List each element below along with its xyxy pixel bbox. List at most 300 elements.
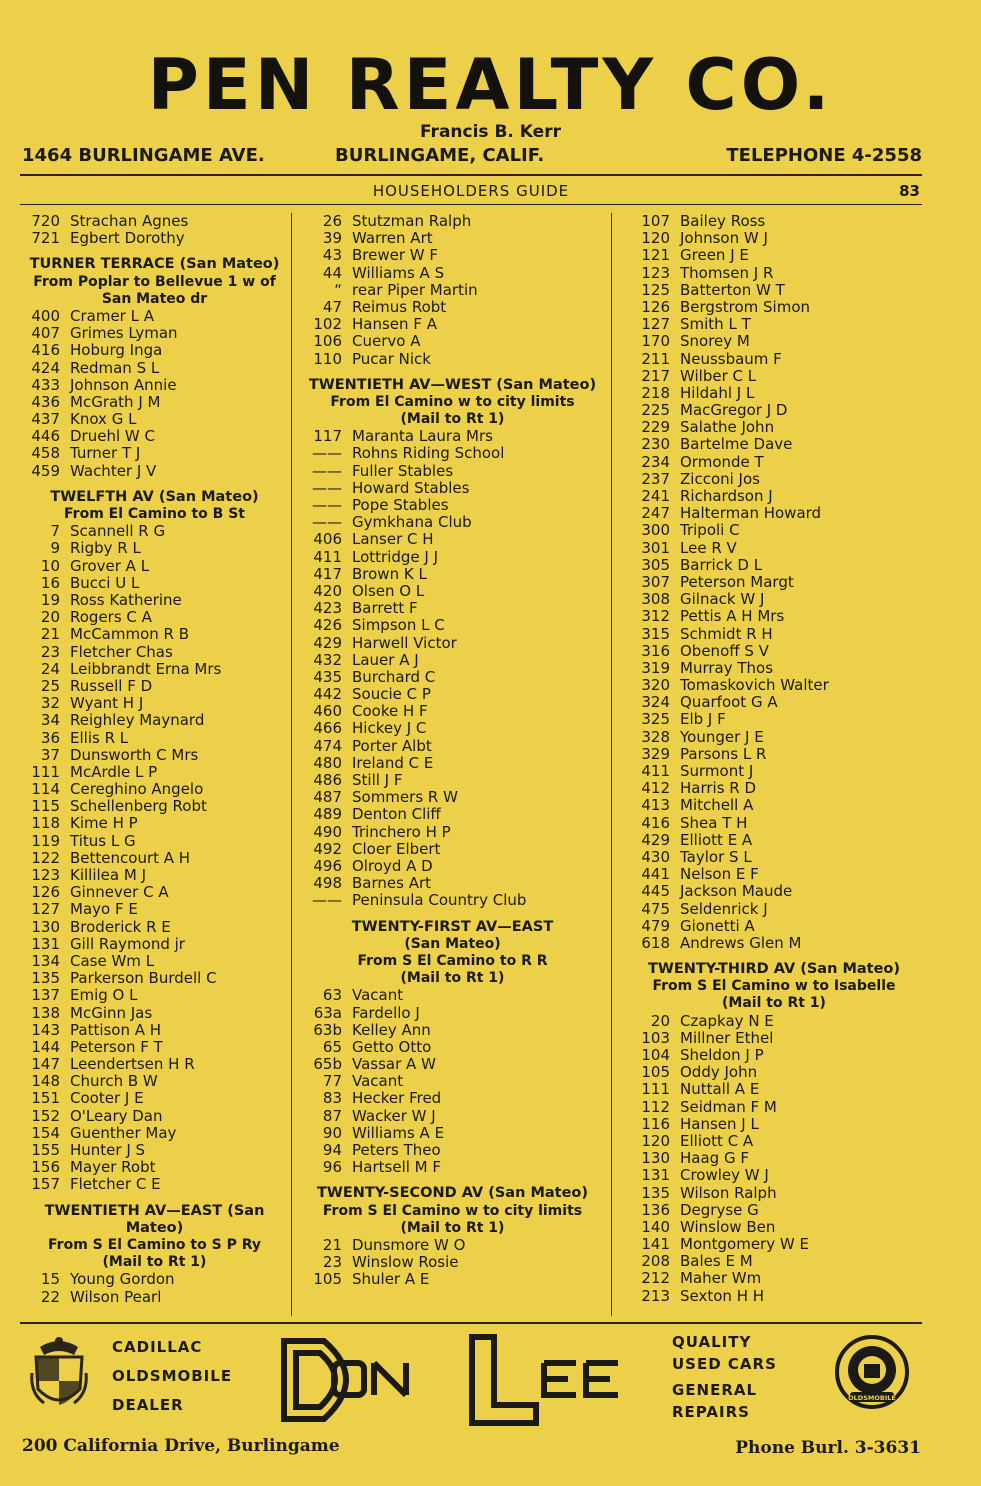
street-heading: TURNER TERRACE (San Mateo) [29, 256, 280, 273]
householder-name: Degryse G [680, 1201, 759, 1219]
householder-row [300, 738, 605, 755]
householder-row [628, 883, 920, 900]
house-number: 156 [31, 1159, 60, 1177]
dealer-line: OLDSMOBILE [112, 1367, 233, 1385]
householder-name: Rigby R L [70, 540, 141, 558]
house-number: 16 [40, 574, 60, 592]
householder-name: Jackson Maude [680, 883, 793, 901]
householder-name: Turner T J [70, 445, 141, 463]
house-number: 112 [641, 1098, 670, 1116]
householder-name: Nuttall A E [680, 1081, 760, 1099]
householder-name: Bettencourt A H [70, 849, 191, 867]
householder-name: Bales E M [680, 1253, 753, 1271]
householder-name: Schellenberg Robt [70, 798, 207, 816]
householder-name: Cloer Elbert [352, 840, 441, 858]
house-number: 63 [322, 987, 342, 1005]
householder-row [628, 901, 920, 918]
house-number: 411 [641, 763, 670, 780]
street-subheading: San Mateo dr [101, 290, 208, 307]
house-number: 721 [31, 230, 60, 248]
house-number: 130 [641, 1150, 670, 1168]
householder-name: Andrews Glen M [680, 934, 802, 952]
house-number: 474 [313, 737, 342, 755]
householder-name: Druehl W C [70, 428, 155, 446]
householder-name: Lottridge J J [352, 548, 439, 566]
householder-row [22, 325, 287, 342]
street-heading: TWENTY-THIRD AV (San Mateo) [647, 961, 901, 978]
house-number: 111 [641, 1081, 670, 1099]
house-number: 127 [31, 901, 60, 919]
logo-text: DON LEE [436, 1383, 481, 1394]
householder-row [628, 1219, 920, 1236]
house-number: 459 [31, 462, 60, 480]
house-number: 65 [322, 1038, 342, 1056]
householder-row [22, 884, 287, 901]
house-number: 23 [322, 1254, 342, 1272]
householder-name: Shea T H [680, 814, 748, 832]
householder-name: Fletcher Chas [70, 643, 173, 661]
householder-row [628, 608, 920, 625]
householder-name: Lee R V [680, 539, 737, 557]
householder-name: Maranta Laura Mrs [352, 428, 493, 446]
householder-row [22, 919, 287, 936]
householder-row [22, 213, 287, 230]
oldsmobile-emblem-icon [834, 1334, 910, 1410]
householder-row [22, 936, 287, 953]
householder-name: Reimus Robt [352, 298, 447, 316]
householder-name: Burchard C [352, 668, 436, 686]
householder-row [300, 247, 605, 264]
header-address-row [22, 145, 922, 171]
householder-name: Cramer L A [70, 307, 154, 325]
householder-row [300, 1073, 605, 1090]
house-number: 10 [40, 557, 60, 575]
householder-row [300, 1056, 605, 1073]
householder-name: Tomaskovich Walter [680, 677, 829, 695]
householder-name: Cuervo A [352, 333, 421, 351]
house-number: 417 [313, 565, 342, 583]
householder-row [22, 678, 287, 695]
house-number: 312 [641, 608, 670, 626]
householder-name: Vacant [352, 1073, 404, 1091]
house-number: —— [312, 479, 342, 497]
householder-name: Hunter J S [70, 1142, 146, 1160]
house-number: 118 [31, 815, 60, 833]
householder-row [22, 1289, 287, 1306]
page-number: 83 [899, 182, 920, 200]
householder-row [22, 1142, 287, 1159]
householder-row [300, 669, 605, 686]
householder-row [628, 694, 920, 711]
householder-name: Peters Theo [352, 1142, 441, 1160]
house-number: 157 [31, 1176, 60, 1194]
householder-row [628, 660, 920, 677]
householder-row [300, 428, 605, 445]
house-number: 426 [313, 617, 342, 635]
householder-row [628, 1081, 920, 1098]
householder-name: Maher Wm [680, 1270, 762, 1288]
house-number: —— [312, 462, 342, 480]
house-number: 208 [641, 1253, 670, 1271]
householder-row [628, 522, 920, 539]
householder-row [22, 644, 287, 661]
house-number: 39 [322, 230, 342, 248]
householder-row [628, 746, 920, 763]
house-number: 429 [641, 831, 670, 849]
householder-row [300, 1125, 605, 1142]
house-number: 301 [641, 539, 670, 557]
householder-name: Millner Ethel [680, 1029, 774, 1047]
house-number: 7 [50, 523, 60, 541]
house-number: 437 [31, 411, 60, 429]
householder-name: Gilnack W J [680, 591, 765, 609]
house-number: 225 [641, 402, 670, 420]
house-number: 151 [31, 1090, 60, 1108]
householder-row [300, 789, 605, 806]
house-number: 416 [31, 342, 60, 360]
house-number: 131 [31, 935, 60, 953]
house-number: 412 [641, 780, 670, 798]
house-number: 115 [31, 798, 60, 816]
house-number: 105 [313, 1271, 342, 1289]
householder-row [22, 1159, 287, 1176]
householder-name: Pettis A H Mrs [680, 608, 785, 626]
householder-name: Scannell R G [70, 523, 166, 541]
householder-name: Shuler A E [352, 1271, 430, 1289]
house-number: 123 [31, 867, 60, 885]
house-number: 307 [641, 573, 670, 591]
householder-row [628, 316, 920, 333]
column-divider [291, 213, 292, 1316]
householder-name: Young Gordon [70, 1271, 175, 1289]
guide-bar [20, 182, 922, 202]
householder-name: Johnson Annie [70, 376, 177, 394]
householder-row [300, 858, 605, 875]
householder-name: Parkerson Burdell C [70, 970, 217, 988]
street-subheading: From S El Camino to S P Ry [48, 1236, 261, 1253]
householder-name: Mayo F E [70, 901, 138, 919]
house-number: 104 [641, 1047, 670, 1065]
householder-name: Sommers R W [352, 789, 458, 807]
householder-row [22, 730, 287, 747]
house-number: —— [312, 514, 342, 532]
householder-name: Wachter J V [70, 462, 157, 480]
householder-name: McGinn Jas [70, 1004, 153, 1022]
house-number: 424 [31, 359, 60, 377]
house-number: 83 [322, 1090, 342, 1108]
householder-row [300, 463, 605, 480]
householder-name: Dunsworth C Mrs [70, 746, 199, 764]
householder-row [22, 970, 287, 987]
house-number: 140 [641, 1218, 670, 1236]
house-number: 319 [641, 659, 670, 677]
householder-name: Elliott E A [680, 831, 753, 849]
householder-name: Winslow Ben [680, 1218, 776, 1236]
footer-rule [20, 1322, 922, 1324]
house-number: 96 [322, 1159, 342, 1177]
householder-name: Bergstrom Simon [680, 298, 811, 316]
householder-row [300, 497, 605, 514]
householder-row [628, 1133, 920, 1150]
house-number: 400 [31, 307, 60, 325]
householder-row [628, 1270, 920, 1287]
house-number: 111 [31, 763, 60, 781]
householder-row [628, 299, 920, 316]
street-subheading: From S El Camino to R R [357, 952, 548, 969]
householder-name: Pope Stables [352, 497, 449, 515]
householder-row [22, 411, 287, 428]
householder-row [628, 230, 920, 247]
householder-row [300, 600, 605, 617]
householder-row [628, 1167, 920, 1184]
house-number: 24 [40, 660, 60, 678]
householder-name: Crowley W J [680, 1167, 769, 1185]
street-heading: TWENTIETH AV—WEST (San Mateo) [308, 376, 597, 393]
householder-row [22, 850, 287, 867]
householder-name: Rogers C A [70, 609, 152, 627]
householder-name: Kime H P [70, 815, 138, 833]
householder-name: Taylor S L [680, 848, 752, 866]
householder-name: Ormonde T [680, 453, 764, 471]
householder-name: Barrick D L [680, 556, 763, 574]
householder-name: Neussbaum F [680, 350, 782, 368]
householder-row [628, 385, 920, 402]
householder-row [300, 1039, 605, 1056]
householder-name: Snorey M [680, 333, 750, 351]
householder-row [300, 299, 605, 316]
householder-row [628, 1099, 920, 1116]
householder-row [22, 1073, 287, 1090]
householder-name: Wacker W J [352, 1107, 436, 1125]
householder-row [628, 918, 920, 935]
house-number: 143 [31, 1021, 60, 1039]
house-number: 136 [641, 1201, 670, 1219]
house-number: 496 [313, 857, 342, 875]
householder-row [22, 953, 287, 970]
street-subheading: From S El Camino w to city limits [322, 1202, 583, 1219]
street-subheading: (Mail to Rt 1) [102, 1254, 207, 1271]
householder-row [22, 901, 287, 918]
house-number: 106 [313, 333, 342, 351]
householder-name: Broderick R E [70, 918, 171, 936]
householder-row [628, 333, 920, 350]
householder-row [22, 867, 287, 884]
householder-row [628, 488, 920, 505]
house-number: 155 [31, 1142, 60, 1160]
guide-title: HOUSEHOLDERS GUIDE [372, 182, 570, 200]
householder-name: Hildahl J L [680, 384, 755, 402]
householder-row [300, 635, 605, 652]
house-number: 117 [313, 428, 342, 446]
house-number: 47 [322, 298, 342, 316]
householder-row [300, 333, 605, 350]
householder-name: Cooter J E [70, 1090, 144, 1108]
house-number: 720 [31, 213, 60, 230]
house-number: 15 [40, 1271, 60, 1289]
house-number: 230 [641, 436, 670, 454]
householder-row [628, 591, 920, 608]
house-number: 20 [650, 1012, 670, 1030]
householder-row [628, 368, 920, 385]
householder-row [22, 695, 287, 712]
house-number: 120 [641, 230, 670, 248]
householder-name: Olsen O L [352, 582, 425, 600]
householder-row [300, 772, 605, 789]
service-lines [672, 1331, 777, 1423]
street-heading: TWENTY-SECOND AV (San Mateo) [316, 1185, 589, 1202]
householder-row [628, 436, 920, 453]
house-number: 21 [40, 626, 60, 644]
householder-name: Strachan Agnes [70, 213, 189, 230]
householder-row [628, 505, 920, 522]
householder-name: Williams A S [352, 264, 445, 282]
householder-name: Trinchero H P [352, 823, 451, 841]
householder-row [22, 781, 287, 798]
householder-name: Quarfoot G A [680, 694, 778, 712]
householder-name: Stutzman Ralph [352, 213, 472, 230]
householder-name: Obenoff S V [680, 642, 769, 660]
house-number: 458 [31, 445, 60, 463]
householder-row [22, 1056, 287, 1073]
house-number: 34 [40, 712, 60, 730]
house-number: 127 [641, 316, 670, 334]
house-number: 22 [40, 1288, 60, 1306]
house-number: 116 [641, 1115, 670, 1133]
householder-row [22, 1176, 287, 1193]
householder-name: Parsons L R [680, 745, 767, 763]
householder-row [22, 558, 287, 575]
house-number: 460 [313, 703, 342, 721]
householder-name: Fuller Stables [352, 462, 454, 480]
house-number: 492 [313, 840, 342, 858]
householder-row [300, 531, 605, 548]
street-heading: TWENTY-FIRST AV—EAST [351, 918, 554, 935]
householder-row [22, 360, 287, 377]
householder-row [22, 1022, 287, 1039]
householder-row [628, 402, 920, 419]
house-number: 411 [313, 548, 342, 566]
householder-name: Elb J F [680, 711, 726, 729]
householder-row [22, 445, 287, 462]
house-number: 148 [31, 1073, 60, 1091]
householder-name: Case Wm L [70, 952, 155, 970]
column-divider [611, 213, 612, 1316]
householder-name: Simpson L C [352, 617, 445, 635]
householder-name: Surmont J [680, 763, 754, 780]
householder-name: Bartelme Dave [680, 436, 793, 454]
householder-row [22, 1271, 287, 1288]
house-number: 218 [641, 384, 670, 402]
house-number: 120 [641, 1132, 670, 1150]
householder-row [300, 316, 605, 333]
householder-row [628, 832, 920, 849]
house-number: 329 [641, 745, 670, 763]
house-number: 122 [31, 849, 60, 867]
house-number: 63a [313, 1004, 342, 1022]
householder-name: Mayer Robt [70, 1159, 156, 1177]
house-number: 77 [322, 1073, 342, 1091]
householder-name: Cereghino Angelo [70, 781, 204, 799]
householder-name: Still J F [352, 772, 403, 790]
householder-name: Salathe John [680, 419, 775, 437]
house-number: 154 [31, 1124, 60, 1142]
house-number: 442 [313, 686, 342, 704]
householder-row [628, 643, 920, 660]
householder-name: Peterson F T [70, 1038, 163, 1056]
house-number: 65b [313, 1056, 342, 1074]
householder-row [22, 798, 287, 815]
house-number: 21 [322, 1237, 342, 1255]
householder-name: Howard Stables [352, 479, 470, 497]
house-number: 126 [31, 884, 60, 902]
cadillac-crest-icon [30, 1333, 88, 1417]
house-number: 211 [641, 350, 670, 368]
house-number: 19 [40, 592, 60, 610]
householder-name: Harwell Victor [352, 634, 457, 652]
house-number: 436 [31, 393, 60, 411]
house-number: 487 [313, 789, 342, 807]
householder-name: O'Leary Dan [70, 1107, 163, 1125]
householder-name: Younger J E [680, 728, 764, 746]
service-line: GENERAL [672, 1381, 758, 1399]
house-number: 212 [641, 1270, 670, 1288]
house-number: 498 [313, 875, 342, 893]
householder-row [300, 824, 605, 841]
house-number: 43 [322, 247, 342, 265]
householder-name: Elliott C A [680, 1132, 754, 1150]
householder-row [628, 1047, 920, 1064]
householder-row [628, 866, 920, 883]
house-number: 123 [641, 264, 670, 282]
householder-name: Getto Otto [352, 1038, 432, 1056]
householder-name: Ireland C E [352, 754, 434, 772]
householder-name: Egbert Dorothy [70, 230, 185, 248]
house-number: 102 [313, 316, 342, 334]
householder-name: Richardson J [680, 488, 773, 505]
street-heading: TWELFTH AV (San Mateo) [50, 488, 259, 505]
house-number: 152 [31, 1107, 60, 1125]
street-subheading: From S El Camino w to Isabelle [652, 978, 896, 995]
householder-name: Oddy John [680, 1064, 758, 1082]
householder-row [22, 230, 287, 247]
householder-name: Ellis R L [70, 729, 129, 747]
householder-row [628, 1150, 920, 1167]
street-subheading: From Poplar to Bellevue 1 w of [33, 273, 276, 290]
householder-name: Wilson Ralph [680, 1184, 777, 1202]
householder-name: Hartsell M F [352, 1159, 442, 1177]
householder-row [628, 626, 920, 643]
house-number: “ [334, 281, 342, 299]
householder-row [628, 1064, 920, 1081]
house-number: 37 [40, 746, 60, 764]
street-subheading: From El Camino to B St [64, 506, 245, 523]
householder-name: Kelley Ann [352, 1021, 431, 1039]
householder-name: Titus L G [70, 832, 136, 850]
householder-name: Batterton W T [680, 281, 785, 299]
householder-row [300, 566, 605, 583]
householder-name: Hecker Fred [352, 1090, 442, 1108]
householder-row [628, 454, 920, 471]
householder-row [628, 815, 920, 832]
householder-row [300, 1005, 605, 1022]
service-line: QUALITY [672, 1333, 752, 1351]
householder-row [22, 523, 287, 540]
householder-row [300, 480, 605, 497]
house-number: 114 [31, 781, 60, 799]
emblem-text: OLDSMOBILE [848, 1394, 896, 1402]
householder-row [628, 1236, 920, 1253]
householder-row [628, 419, 920, 436]
